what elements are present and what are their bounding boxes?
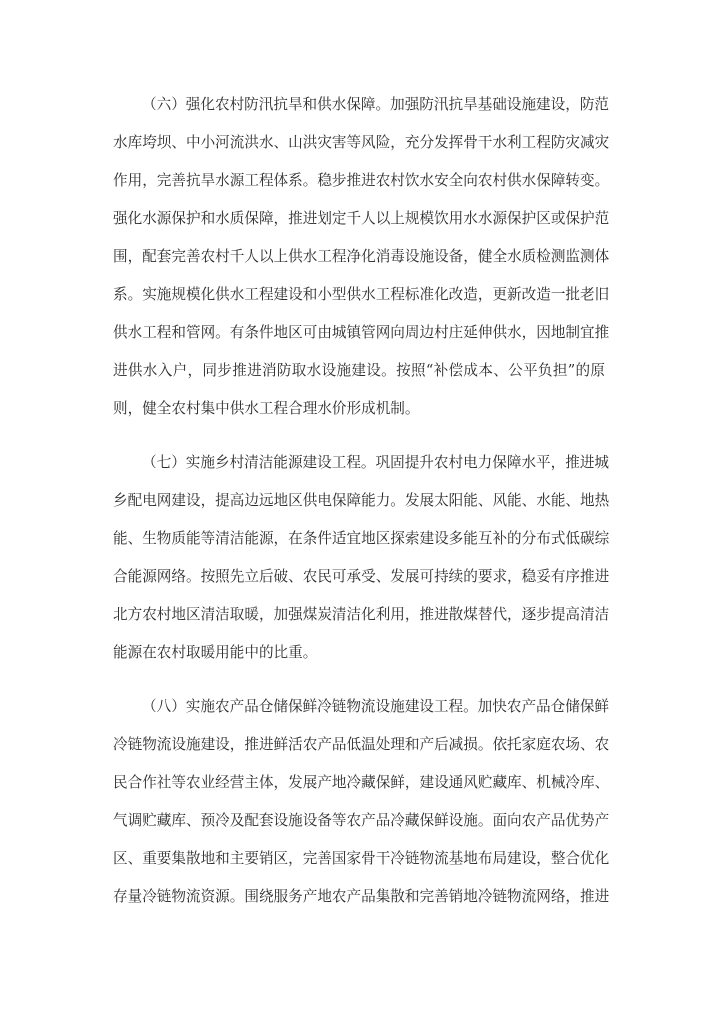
paragraph-line: 能源在农村取暖用能中的比重。 <box>113 644 318 661</box>
paragraph-line: 民合作社等农业经营主体，发展产地冷藏保鲜，建设通风贮藏库、机械冷库、 <box>113 774 610 791</box>
paragraph-line: 能、生物质能等清洁能源，在条件适宜地区探索建设多能互补的分布式低碳综 <box>113 530 610 547</box>
paragraph-line: 气调贮藏库、预冷及配套设施设备等农产品冷藏保鲜设施。面向农产品优势产 <box>113 812 610 829</box>
paragraph-line: 围，配套完善农村千人以上供水工程净化消毒设施设备，健全水质检测监测体 <box>113 248 610 265</box>
paragraph-line: 区、重要集散地和主要销区，完善国家骨干冷链物流基地布局建设，整合优化 <box>113 850 610 867</box>
paragraph-line: （六）强化农村防汛抗旱和供水保障。加强防汛抗旱基础设施建设，防范 <box>142 96 610 113</box>
paragraph-line: 冷链物流设施建设，推进鲜活农产品低温处理和产后减损。依托家庭农场、农 <box>113 736 610 753</box>
paragraph-line: 进供水入户，同步推进消防取水设施建设。按照“补偿成本、公平负担”的原 <box>113 362 605 379</box>
paragraph-line: （七）实施乡村清洁能源建设工程。巩固提升农村电力保障水平，推进城 <box>142 454 610 471</box>
paragraph-line: 系。实施规模化供水工程建设和小型供水工程标准化改造，更新改造一批老旧 <box>113 286 610 303</box>
paragraph-line: 供水工程和管网。有条件地区可由城镇管网向周边村庄延伸供水，因地制宜推 <box>113 324 610 341</box>
paragraph-line: 作用，完善抗旱水源工程体系。稳步推进农村饮水安全向农村供水保障转变。 <box>113 172 610 189</box>
paragraph-line: 则，健全农村集中供水工程合理水价形成机制。 <box>113 400 420 417</box>
paragraph-line: 存量冷链物流资源。围绕服务产地农产品集散和完善销地冷链物流网络，推进 <box>113 888 610 905</box>
paragraph-line: （八）实施农产品仓储保鲜冷链物流设施建设工程。加快农产品仓储保鲜 <box>142 698 610 715</box>
paragraph-line: 北方农村地区清洁取暖，加强煤炭清洁化利用，推进散煤替代，逐步提高清洁 <box>113 606 610 623</box>
paragraph-line: 水库垮坝、中小河流洪水、山洪灾害等风险，充分发挥骨干水利工程防灾减灾 <box>113 134 610 151</box>
paragraph-line: 乡配电网建设，提高边远地区供电保障能力。发展太阳能、风能、水能、地热 <box>113 492 610 509</box>
paragraph-line: 合能源网络。按照先立后破、农民可承受、发展可持续的要求，稳妥有序推进 <box>113 568 610 585</box>
paragraph-line: 强化水源保护和水质保障，推进划定千人以上规模饮用水水源保护区或保护范 <box>113 210 610 227</box>
